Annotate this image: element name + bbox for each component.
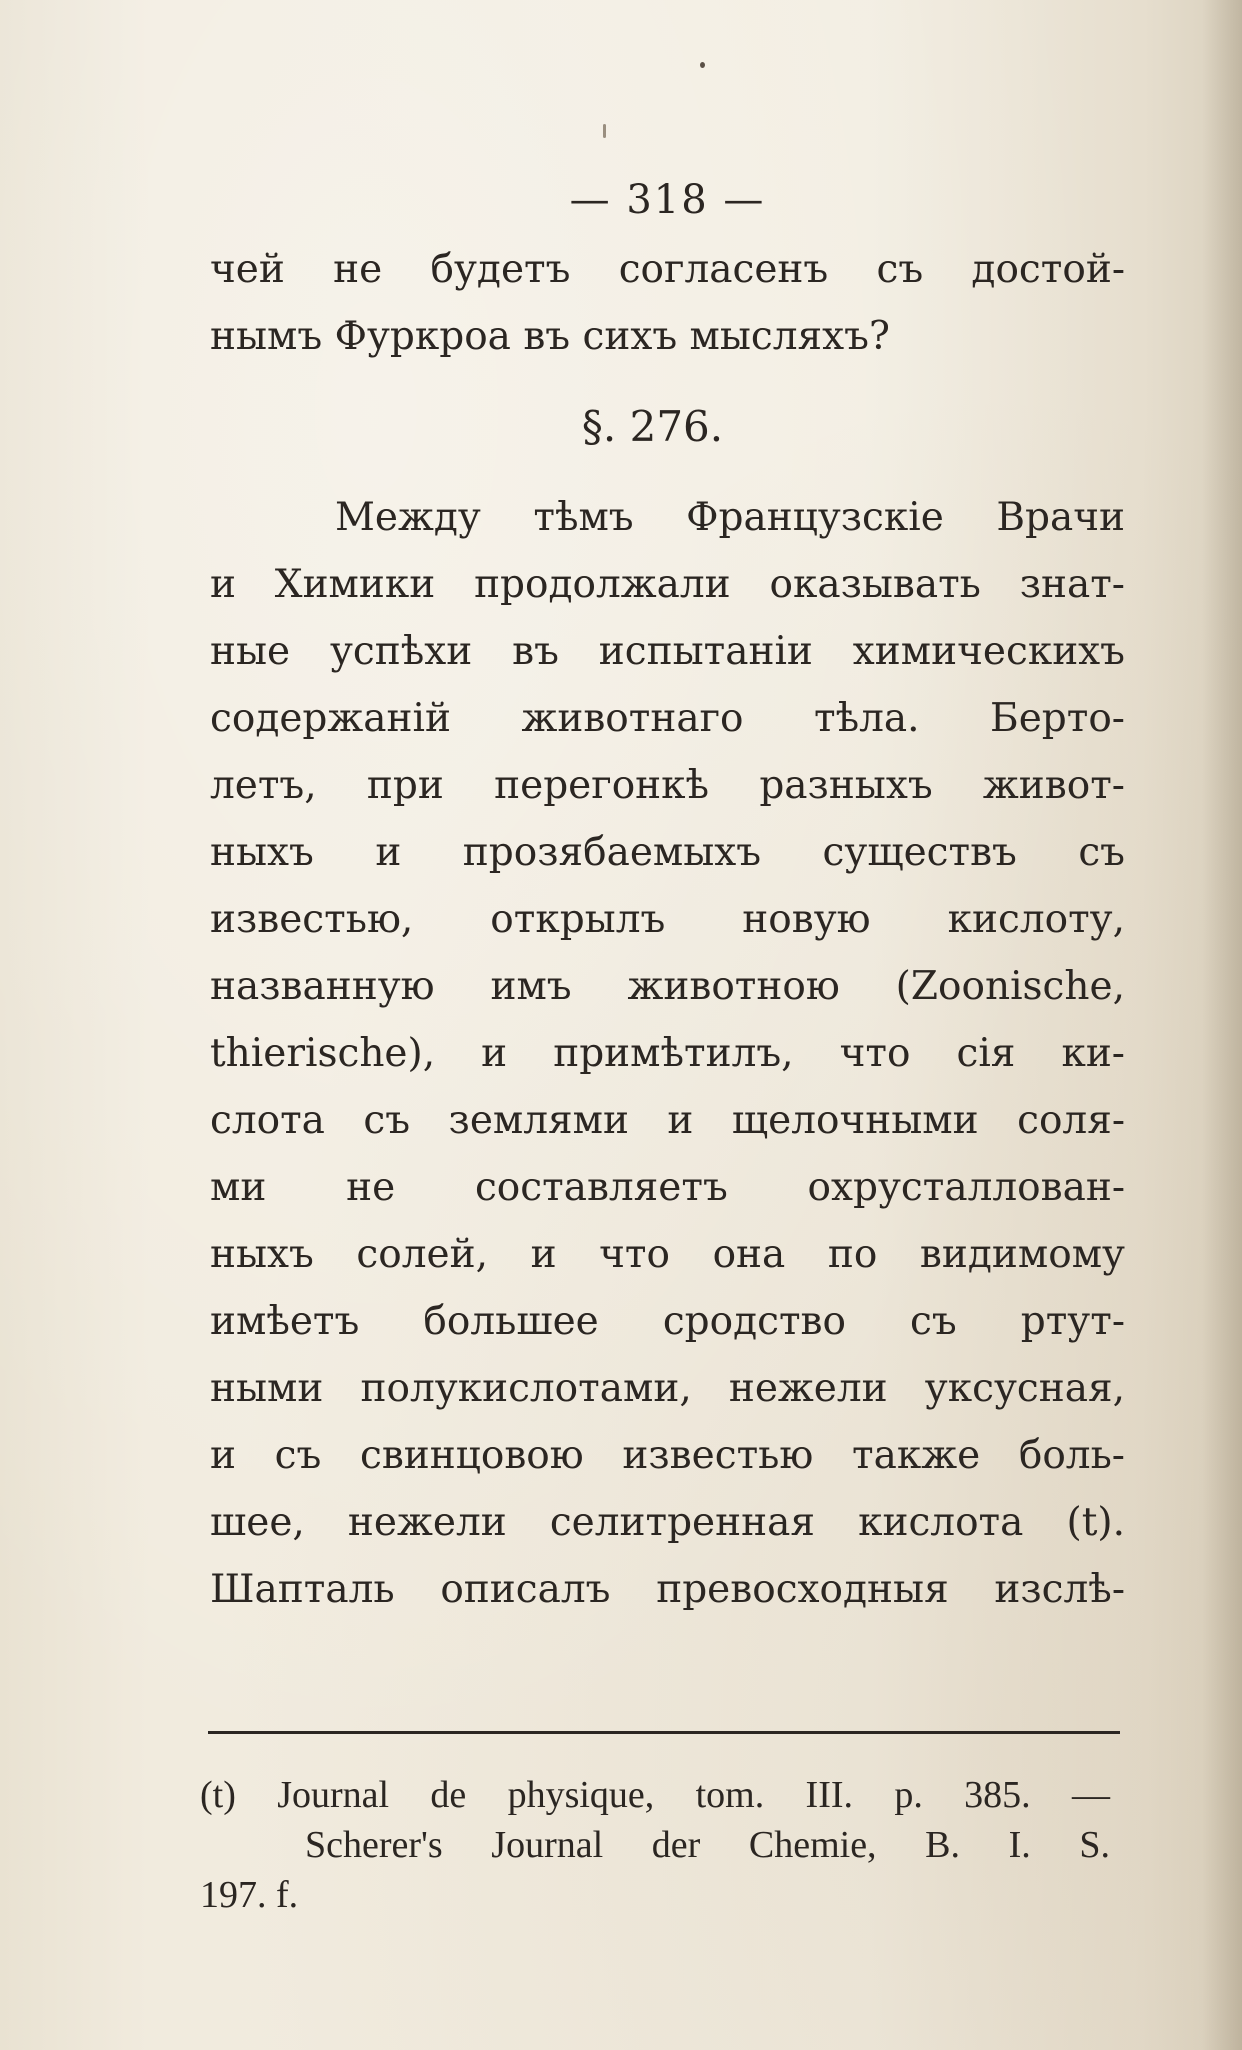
text-line: слота съ землями и щелочными соля- — [210, 1098, 1125, 1143]
text-line: ные успѣхи въ испытаніи химическихъ — [210, 629, 1125, 674]
text-line: thierische), и примѣтилъ, что сія ки- — [210, 1031, 1125, 1076]
section-heading: §. 276. — [581, 402, 724, 451]
footnote-line: (t) Journal de physique, tom. III. p. 385. — — [200, 1774, 1110, 1816]
text-line: нымъ Фуркроа въ сихъ мысляхъ? — [210, 314, 890, 359]
text-line: содержаній животнаго тѣла. Берто- — [210, 696, 1125, 741]
page-edge-shadow — [1202, 0, 1242, 2050]
text-line: названную имъ животною (Zoonische, — [210, 964, 1125, 1009]
text-line: ми не составляетъ охрусталлован- — [210, 1165, 1125, 1210]
text-line: ными полукислотами, нежели уксусная, — [210, 1366, 1125, 1411]
main-text — [210, 170, 1125, 1623]
paper-speck — [603, 124, 606, 138]
paper-speck — [700, 62, 705, 68]
text-line: и Химики продолжали оказывать знат- — [210, 562, 1125, 607]
text-line: имѣетъ большее сродство съ ртут- — [210, 1299, 1125, 1344]
text-line: ныхъ и прозябаемыхъ существъ съ — [210, 830, 1125, 875]
text-line: и съ свинцовою известью также боль- — [210, 1433, 1125, 1478]
text-line: известью, открылъ новую кислоту, — [210, 897, 1125, 942]
text-line: шее, нежели селитренная кислота (t). — [210, 1500, 1125, 1545]
text-line: Шапталь описалъ превосходныя изслѣ- — [210, 1567, 1125, 1612]
footnotes — [200, 1770, 1110, 1920]
text-line: чей не будетъ согласенъ съ достой- — [210, 247, 1125, 292]
footnote-line: 197. f. — [200, 1874, 299, 1916]
text-line: ныхъ солей, и что она по видимому — [210, 1232, 1125, 1277]
footnote-line: Scherer's Journal der Chemie, B. I. S. — [305, 1824, 1110, 1866]
page-number: — 318 — — [569, 177, 766, 223]
footnote-divider — [208, 1731, 1120, 1734]
text-line: Между тѣмъ Французскіе Врачи — [335, 495, 1125, 540]
text-line: летъ, при перегонкѣ разныхъ живот- — [210, 763, 1125, 808]
